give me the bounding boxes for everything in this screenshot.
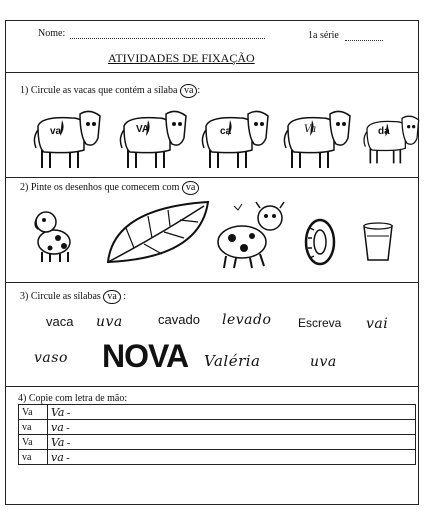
leaf-drawing[interactable] — [104, 198, 214, 275]
cow-label: va — [50, 126, 62, 137]
copy-row — [19, 405, 416, 420]
name-label: Nome: — [38, 28, 66, 39]
cow-row — [14, 108, 424, 176]
word-vaca[interactable]: vaca — [46, 314, 74, 329]
copy-line[interactable]: va - — [48, 450, 416, 465]
q3-text: 3) Circule as sílabas va : — [20, 291, 127, 302]
glass-drawing[interactable] — [362, 222, 394, 267]
cow-drawing-2[interactable] — [118, 108, 190, 177]
copy-line[interactable]: va - — [48, 420, 416, 435]
word-vai[interactable]: vai — [366, 316, 389, 332]
q2-syllable-circle: va — [182, 181, 199, 195]
name-line[interactable] — [70, 38, 265, 39]
cow-drawing-4[interactable] — [282, 108, 354, 177]
cow-label: VA — [136, 124, 150, 135]
cow-label: ca — [220, 126, 232, 137]
cow-drawing-3[interactable] — [200, 108, 272, 177]
copy-line[interactable]: Va - — [48, 405, 416, 420]
divider — [5, 282, 419, 283]
word-uva[interactable]: uva — [96, 314, 123, 330]
word-valeria[interactable]: Valéria — [204, 352, 261, 370]
copy-line[interactable]: Va - — [48, 435, 416, 450]
dog-drawing[interactable] — [30, 208, 78, 269]
divider — [5, 386, 419, 387]
copy-syllable: Va — [19, 435, 48, 450]
copy-example: va — [51, 420, 64, 434]
word-vaso[interactable]: vaso — [34, 350, 68, 366]
q1-text: 1) Circule as vacas que contém a sílaba va : — [20, 85, 201, 96]
grade-line[interactable] — [345, 40, 383, 41]
grade-label: 1a série — [308, 30, 339, 41]
divider — [5, 177, 419, 178]
word-uva-2[interactable]: uva — [310, 354, 337, 370]
cow-cartoon-drawing[interactable] — [212, 200, 290, 275]
word-nova[interactable]: NOVA — [102, 338, 189, 374]
cow-drawing-1[interactable] — [32, 108, 104, 177]
copy-row — [19, 435, 416, 450]
q4-text: 4) Copie com letra de mão: — [18, 393, 128, 404]
word-levado[interactable]: levado — [222, 312, 272, 328]
tire-drawing[interactable] — [304, 218, 336, 271]
divider — [5, 72, 419, 73]
copy-row — [19, 420, 416, 435]
handwriting-copy-table — [18, 404, 416, 465]
cow-drawing-5[interactable] — [362, 108, 422, 177]
word-escreva[interactable]: Escreva — [298, 316, 342, 330]
cow-label: da — [378, 126, 390, 137]
q3-syllable-circle: va — [103, 290, 120, 304]
copy-syllable: va — [19, 420, 48, 435]
copy-example: Va — [51, 435, 65, 449]
copy-syllable: va — [19, 450, 48, 465]
cow-label: Va — [304, 124, 317, 135]
copy-example: Va — [51, 405, 65, 419]
copy-row — [19, 450, 416, 465]
q1-syllable-circle: va — [180, 84, 197, 98]
copy-syllable: Va — [19, 405, 48, 420]
page-title: ATIVIDADES DE FIXAÇÃO — [108, 51, 255, 65]
copy-example: va — [51, 450, 64, 464]
word-cavado[interactable]: cavado — [158, 312, 200, 327]
q2-text: 2) Pinte os desenhos que comecem com va — [20, 181, 199, 195]
